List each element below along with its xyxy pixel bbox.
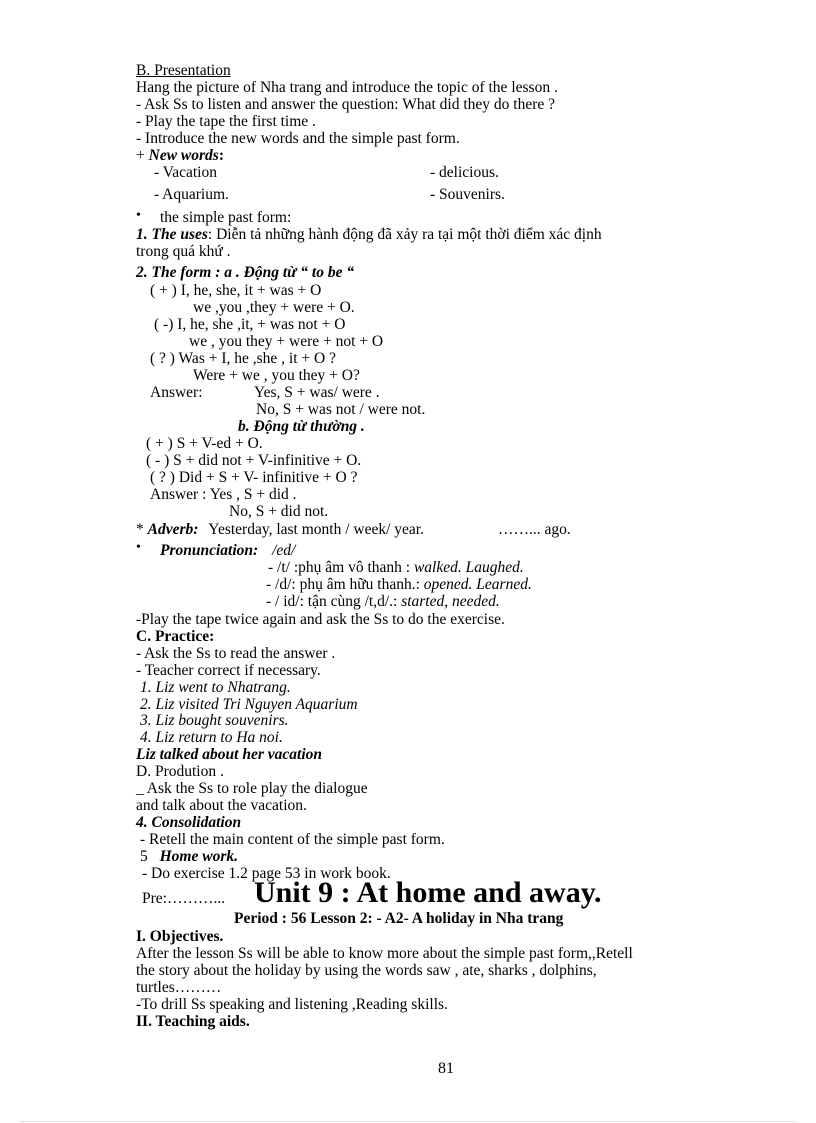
pronunciation-rule: - /t/ :phụ âm vô thanh : walked. Laughed.	[268, 559, 524, 576]
grammar-line: Were + we , you they + O?	[193, 367, 360, 384]
grammar-line: No, S + was not / were not.	[256, 401, 426, 418]
answer-label: Answer:	[150, 384, 203, 401]
pronunciation-label: Pronunciation:	[160, 542, 259, 559]
homework-heading	[140, 848, 238, 865]
grammar-line: ( ? ) Was + I, he ,she , it + O ?	[150, 350, 336, 367]
new-words-label: New words	[148, 147, 219, 164]
text-line: Hang the picture of Nha trang and introduce the topic of the lesson .	[136, 79, 558, 96]
bullet-icon: •	[136, 208, 141, 223]
vocab-item: - Vacation	[154, 164, 217, 181]
unit-title: Unit 9 : At home and away.	[254, 876, 602, 909]
adverb-label: Adverb:	[147, 521, 199, 538]
grammar-line: ( + ) I, he, she, it + was + O	[150, 282, 322, 299]
adverb-ago: ……... ago.	[498, 521, 571, 538]
grammar-line: ( -) I, he, she ,it, + was not + O	[154, 316, 346, 333]
grammar-line: ( - ) S + did not + V-infinitive + O.	[146, 452, 362, 469]
section-heading-production: D. Prodution .	[136, 763, 224, 780]
form-heading	[136, 264, 354, 281]
grammar-line: we , you they + were + not + O	[189, 333, 384, 350]
uses-label: 1. The uses	[136, 226, 208, 243]
grammar-line: ( ? ) Did + S + V- infinitive + O ?	[150, 469, 358, 486]
text-line: - Ask Ss to listen and answer the question: What did they do there ?	[136, 96, 555, 113]
text-line: - Do exercise 1.2 page 53 in work book.	[142, 865, 391, 882]
grammar-line: we ,you ,they + were + O.	[193, 299, 355, 316]
text-line: - Ask the Ss to read the answer .	[136, 645, 336, 662]
section-heading-consolidation: 4. Consolidation	[136, 814, 242, 831]
plus-sign: +	[136, 147, 145, 164]
colon: :	[218, 147, 224, 164]
grammar-line: Answer : Yes , S + did .	[150, 486, 297, 503]
text-line: - Retell the main content of the simple past form.	[140, 831, 445, 848]
text-line: the story about the holiday by using the words saw , ate, sharks , dolphins,	[136, 962, 597, 979]
text-line: and talk about the vacation.	[136, 797, 307, 814]
teaching-aids-heading: II. Teaching aids.	[136, 1013, 250, 1030]
form-label: 2. The form	[136, 264, 212, 281]
sub-heading: b. Động từ thường .	[238, 418, 365, 435]
form-subtitle: : a . Động từ “ to be “	[211, 264, 355, 281]
text-line: -Play the tape twice again and ask the Ss to do the exercise.	[136, 611, 505, 628]
pronunciation-rule: - /d/: phụ âm hữu thanh.: opened. Learned.	[266, 576, 532, 593]
grammar-line: ( + ) S + V-ed + O.	[146, 435, 263, 452]
pre-date: Pre:………...	[142, 890, 226, 907]
adverb-line	[136, 521, 424, 538]
answer-item: 2. Liz visited Tri Nguyen Aquarium	[140, 696, 358, 713]
text-line: the simple past form:	[160, 209, 292, 226]
grammar-line: No, S + did not.	[229, 503, 329, 520]
text-line: - Teacher correct if necessary.	[136, 662, 321, 679]
new-words-heading	[136, 147, 224, 164]
uses-text: : Diễn tả những hành động đã xảy ra tại một thời điểm xác định	[207, 226, 602, 243]
homework-number: 5	[140, 848, 148, 865]
text-line: After the lesson Ss will be able to know more about the simple past form,,Retell	[136, 945, 633, 962]
section-heading-practice: C. Practice:	[136, 628, 215, 645]
vocab-item: - delicious.	[430, 164, 499, 181]
text-line: - Play the tape the first time .	[136, 113, 316, 130]
pronunciation-rule: - / id/: tận cùng /t,d/.: started, needed.	[266, 593, 500, 610]
objectives-heading: I. Objectives.	[136, 928, 224, 945]
pronunciation-heading	[160, 542, 295, 559]
bullet-icon: •	[136, 540, 141, 555]
period-line: Period : 56 Lesson 2: - A2- A holiday in Nha trang	[234, 910, 564, 927]
footer-divider	[20, 1121, 796, 1122]
text-line: - Introduce the new words and the simple past form.	[136, 130, 460, 147]
answer-item: 3. Liz bought souvenirs.	[140, 712, 289, 729]
answer-item: 1. Liz went to Nhatrang.	[140, 679, 291, 696]
section-heading-presentation: B. Presentation	[136, 62, 231, 79]
homework-label: Home work.	[159, 848, 238, 865]
grammar-line: Yes, S + was/ were .	[254, 384, 380, 401]
answer-item: 4. Liz return to Ha noi.	[140, 729, 283, 746]
text-line: _ Ask the Ss to role play the dialogue	[136, 780, 368, 797]
text-line: trong quá khứ .	[136, 243, 231, 260]
page-number: 81	[438, 1060, 454, 1077]
uses-line	[136, 226, 602, 243]
text-line: turtles………	[136, 979, 222, 996]
vocab-item: - Souvenirs.	[430, 186, 505, 203]
vocab-item: - Aquarium.	[154, 186, 229, 203]
pronunciation-ed: /ed/	[272, 542, 296, 559]
asterisk: *	[136, 521, 144, 538]
bold-italic-line: Liz talked about her vacation	[136, 746, 322, 763]
text-line: -To drill Ss speaking and listening ,Reading skills.	[136, 996, 448, 1013]
adverb-text: Yesterday, last month / week/ year.	[208, 521, 424, 538]
